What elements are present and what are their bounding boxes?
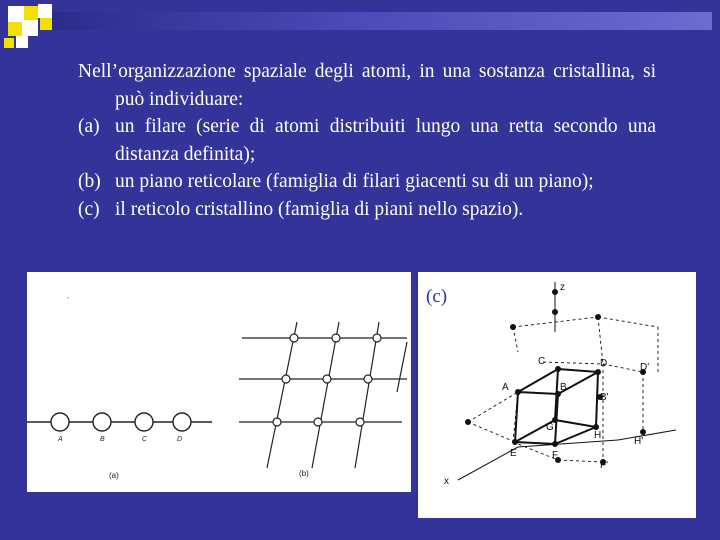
figure-c xyxy=(418,272,696,518)
axis-label-z: z xyxy=(560,282,565,293)
point-label-b: B xyxy=(560,382,567,393)
figure-scan-mark: - xyxy=(67,295,70,302)
atom-b xyxy=(93,413,111,431)
figure-a-b-drawing xyxy=(27,272,411,492)
slide-body-text xyxy=(78,58,656,224)
figure-c-drawing xyxy=(418,272,696,518)
point-label-h: H xyxy=(594,430,602,441)
point-label-a: A xyxy=(502,382,509,393)
title-bar-decoration xyxy=(52,12,712,30)
intro-text: Nell’organizzazione spaziale degli atomi, in una sostanza cristallina, si può individuare: xyxy=(78,61,656,110)
unit-cell xyxy=(515,369,598,444)
point-label-f: F xyxy=(552,450,559,461)
figure-b-caption: (b) xyxy=(299,469,309,478)
atom-a xyxy=(51,413,69,431)
point-label-b-prime: B' xyxy=(600,392,609,403)
atom-label-c: C xyxy=(142,436,148,443)
atom-label-d: D xyxy=(177,436,183,443)
figure-a-caption: (a) xyxy=(109,471,119,480)
point-label-f-prime: F' xyxy=(600,460,609,471)
item-b-text: un piano reticolare (famiglia di filari giacenti su di un piano); xyxy=(115,171,594,193)
point-label-h-prime: H' xyxy=(634,436,644,447)
point-label-g: G xyxy=(546,422,554,433)
axis-label-x: x xyxy=(444,476,449,487)
point-label-c: C xyxy=(538,356,546,367)
item-b-label: (b) xyxy=(78,171,101,193)
intro-paragraph xyxy=(78,58,656,113)
point-label-d: D xyxy=(600,358,608,369)
point-label-e: E xyxy=(510,448,517,459)
item-c-label: (c) xyxy=(78,198,100,220)
atom-row-figure-a xyxy=(27,413,212,431)
item-a-text: un filare (serie di atomi distribuiti lungo una retta secondo una distanza definita); xyxy=(115,116,656,165)
figure-c-label: (c) xyxy=(426,286,448,307)
atom-d xyxy=(173,413,191,431)
point-label-d-prime: D' xyxy=(640,362,650,373)
item-a-label: (a) xyxy=(78,116,100,138)
item-c-paragraph xyxy=(78,196,656,224)
figure-a-b xyxy=(27,272,411,492)
atom-c xyxy=(135,413,153,431)
lattice-plane-figure-b xyxy=(239,322,407,468)
item-b-paragraph xyxy=(78,168,656,196)
lattice-nodes-figure-b xyxy=(273,334,381,426)
item-c-text: il reticolo cristallino (famiglia di piani nello spazio). xyxy=(115,198,524,220)
atom-label-b: B xyxy=(100,436,105,443)
atom-label-a: A xyxy=(58,436,63,443)
item-a-paragraph xyxy=(78,113,656,168)
